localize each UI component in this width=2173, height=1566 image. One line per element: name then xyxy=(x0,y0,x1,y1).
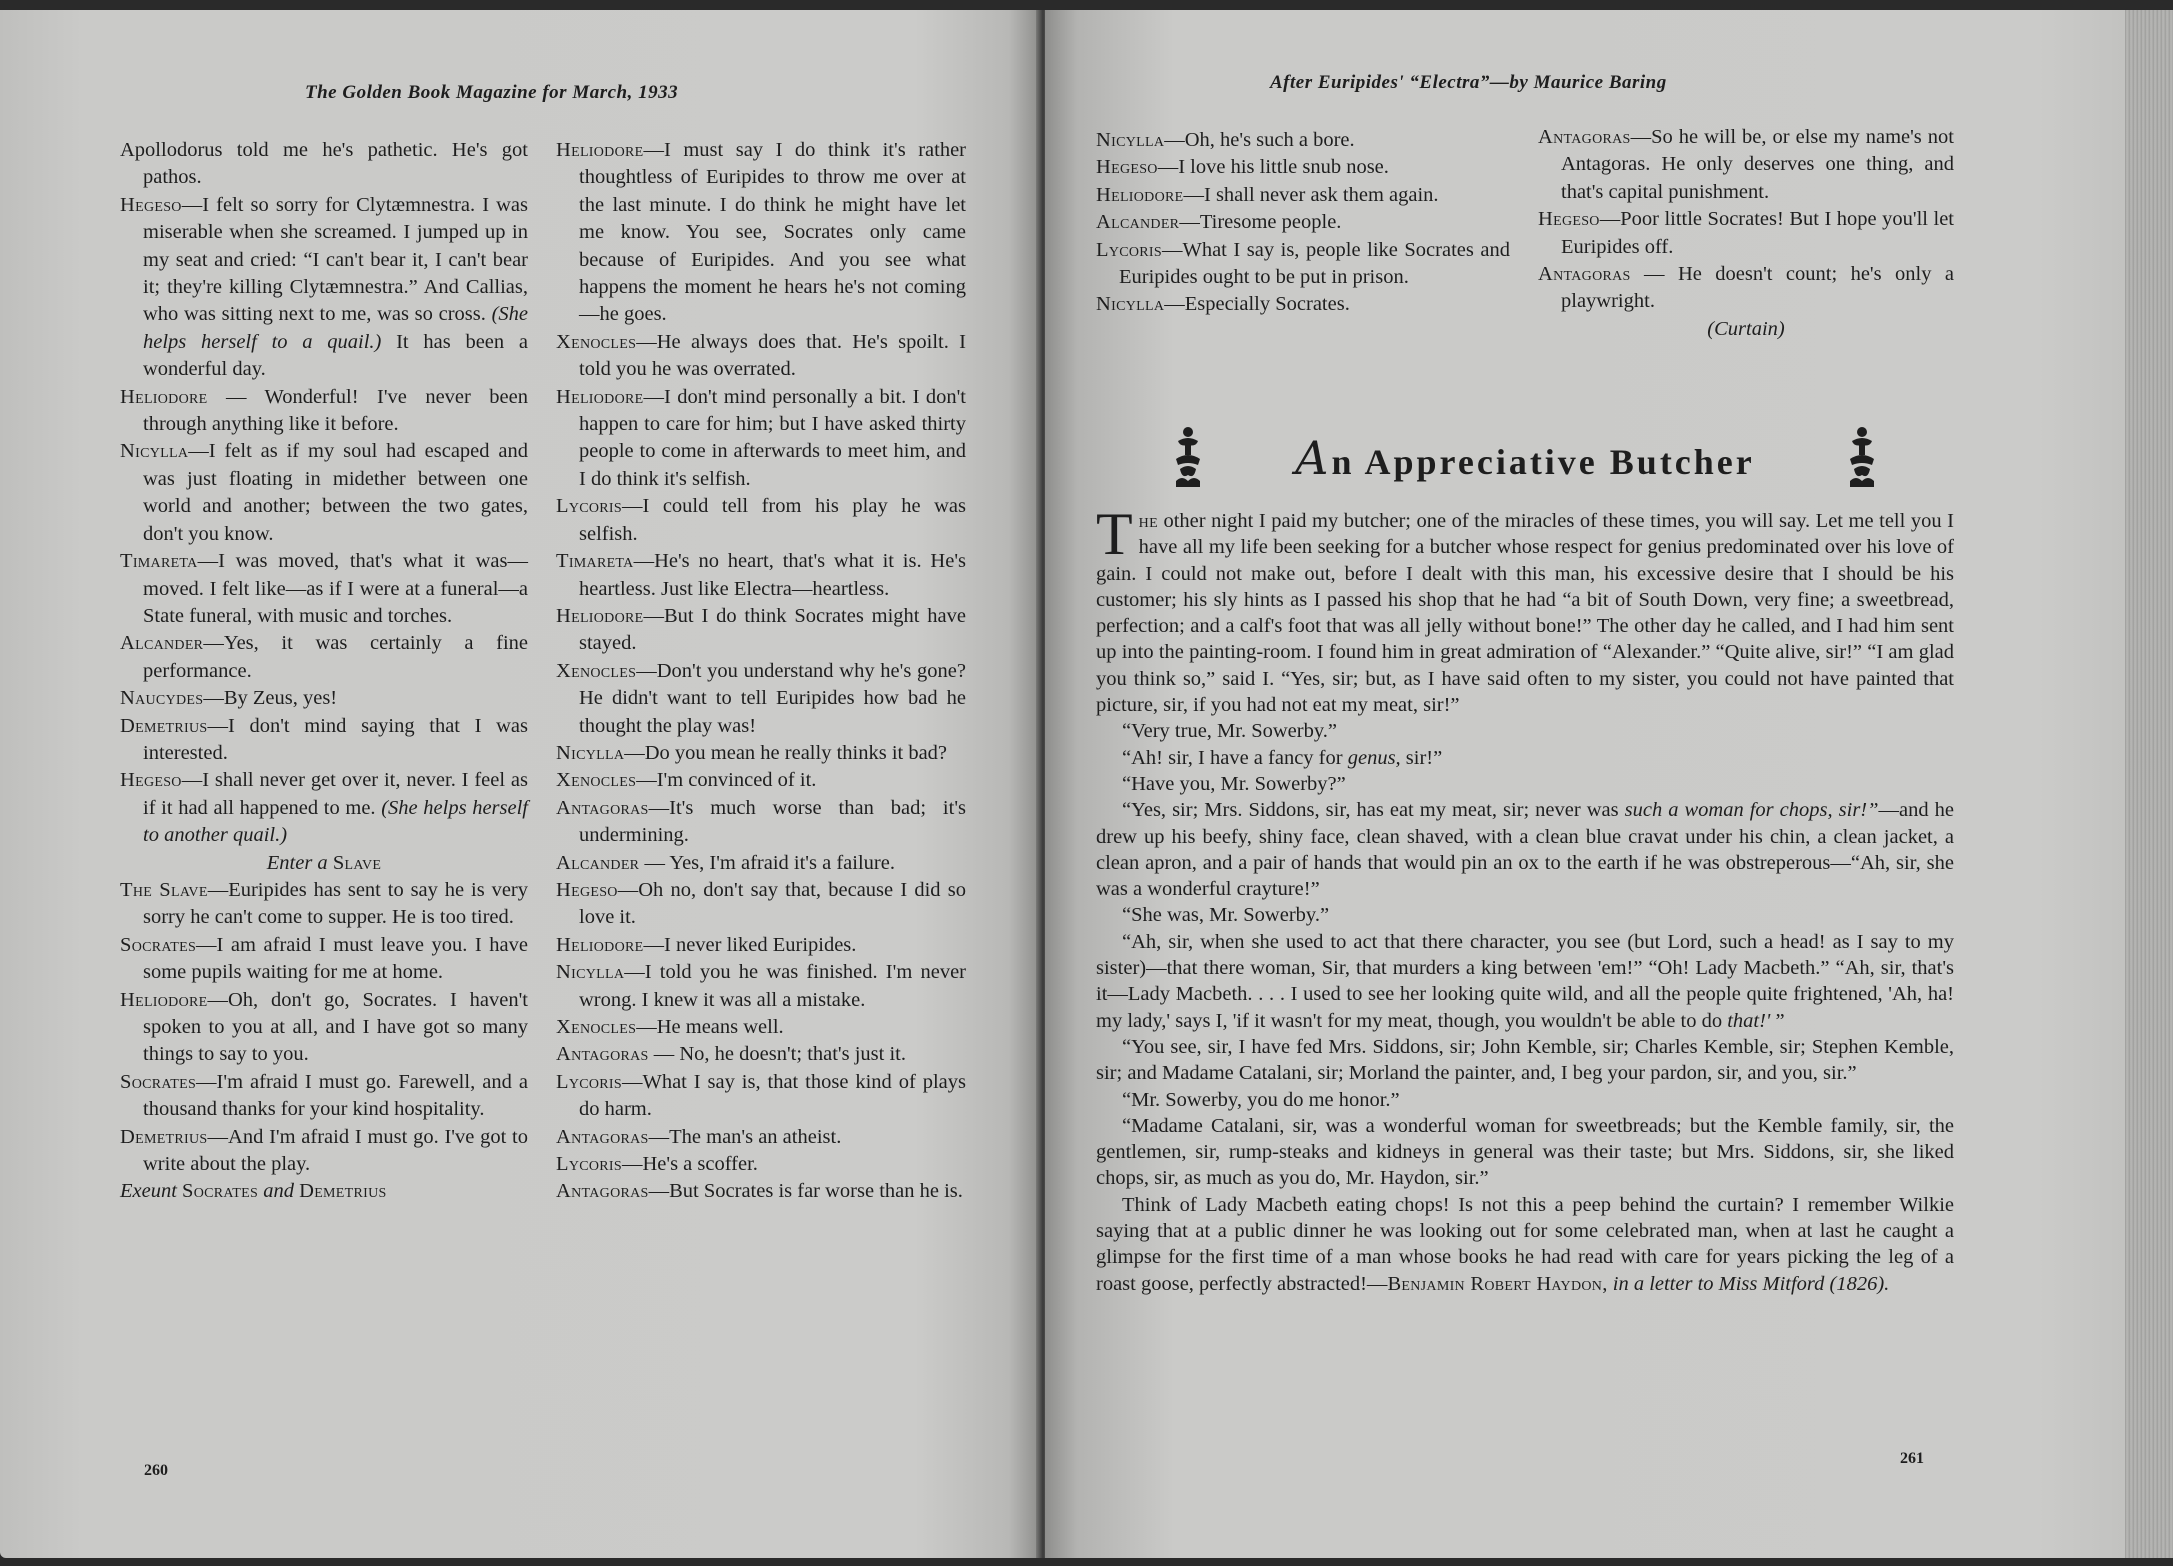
dialogue-line xyxy=(556,548,966,603)
dialogue-line xyxy=(1096,127,1510,154)
dialogue-text: —He's a scoffer. xyxy=(621,1153,758,1176)
speaker-name: Antagoras xyxy=(556,1043,649,1066)
essay-attribution-source: in a letter to Miss Mitford (1826). xyxy=(1607,1272,1890,1295)
dialogue-text: —I shall never ask them again. xyxy=(1183,183,1439,206)
essay-paragraph xyxy=(1096,929,1954,1034)
dialogue-text: —Oh, he's such a bore. xyxy=(1164,129,1355,151)
dialogue-text: —I am afraid I must leave you. I have some pupils waiting for me at home. xyxy=(143,933,528,984)
dialogue-line xyxy=(120,1124,528,1179)
speaker-name: Alcander xyxy=(120,632,204,655)
dialogue-text: —Do you mean he really thinks it bad? xyxy=(624,741,948,764)
dialogue-line xyxy=(556,1014,966,1041)
speaker-name: Hegeso xyxy=(1096,156,1158,179)
dialogue-text: —Tiresome people. xyxy=(1179,211,1342,234)
essay-paragraph: “Very true, Mr. Sowerby.” xyxy=(1122,720,1337,743)
essay-opening-smallcaps: he xyxy=(1138,510,1158,532)
dialogue-line xyxy=(120,137,528,192)
dialogue-text: —I'm convinced of it. xyxy=(636,769,817,792)
speaker-name: Timareta xyxy=(556,550,634,573)
speaker-name: Heliodore xyxy=(120,988,208,1011)
dialogue-text: — He doesn't count; he's only a playwright. xyxy=(1561,263,1954,313)
dialogue-line xyxy=(120,548,528,630)
speaker-name: Alcander xyxy=(1096,211,1180,234)
dialogue-line xyxy=(120,384,528,439)
left-page xyxy=(0,10,1040,1558)
speaker-name: Socrates xyxy=(120,933,197,956)
speaker-name: Socrates xyxy=(182,1180,259,1203)
dialogue-text: —I must say I do think it's rather thoughtless of Euripides to throw me over at the last minute. I do think he might have let me know. You see, Socrates only came because of Euripides. And you see what happens the moment he hears he's not coming—he goes. xyxy=(579,139,966,326)
dialogue-line xyxy=(1096,182,1510,209)
fleuron-ornament-right-icon xyxy=(1844,425,1880,491)
dialogue-line xyxy=(556,493,966,548)
essay-body xyxy=(1096,501,1954,1297)
dialogue-line xyxy=(1538,316,1954,343)
left-page-number: 260 xyxy=(144,1462,168,1479)
essay-text: ” xyxy=(1770,1009,1785,1032)
essay-text: “Yes, sir; Mrs. Siddons, sir, has eat my meat, sir; never was xyxy=(1122,799,1625,822)
essay-paragraph xyxy=(1096,501,1954,718)
essay-text: —and he drew up his beefy, shiny face, clean shaved, with a clean blue cravat under his chin, a clean jacket, a clean apron, and a pair of hands that would pin an ox to the earth if he was obstreperous—“Ah, sir, she was a wonderful crayture!” xyxy=(1096,799,1954,901)
dialogue-line xyxy=(556,1178,966,1205)
stage-direction: (She helps herself to another quail.) xyxy=(143,796,528,847)
dialogue-text: — Yes, I'm afraid it's a failure. xyxy=(639,851,895,874)
essay-title-row xyxy=(1150,425,1900,495)
dialogue-text: —I shall never get over it, never. I feel as if it had all happened to me. xyxy=(143,769,528,819)
speaker-name: Hegeso xyxy=(120,193,182,216)
speaker-name: Antagoras xyxy=(1538,263,1631,286)
essay-paragraph: “She was, Mr. Sowerby.” xyxy=(1122,904,1330,927)
dialogue-line xyxy=(120,685,528,712)
speaker-name: Xenocles xyxy=(556,769,637,792)
dialogue-line xyxy=(556,603,966,658)
dialogue-text: —Poor little Socrates! But I hope you'll let Euripides off. xyxy=(1561,208,1954,258)
dialogue-text: —So he will be, or else my name's not Antagoras. He only deserves one thing, and that's capital punishment. xyxy=(1561,126,1954,203)
left-column-1 xyxy=(120,137,528,1206)
dialogue-text: —Oh no, don't say that, because I did so love it. xyxy=(579,878,966,929)
dialogue-text: —What I say is, that those kind of plays do harm. xyxy=(579,1070,966,1121)
dialogue-text: —Especially Socrates. xyxy=(1164,293,1350,316)
dialogue-line xyxy=(120,713,528,768)
dialogue-text: —He's no heart, that's what it is. He's heartless. Just like Electra—heartless. xyxy=(579,550,966,600)
essay-text: other night I paid my butcher; one of the miracles of these times, you will say. Let me tell you I have all my life been seeking for a butcher whose respect for genius predominated over his love of gain. I could not make out, before I dealt with this man, his excessive desire that I should be his customer; his sly hints as I passed his shop that he had “a bit of South Down, very fine; a sweetbread, perfection; and a calf's foot that was all jelly without bone!” The other day he called, and I had him sent up into the painting-room. I found him in great admiration of “Alexander.” “Quite alive, sir!” “I am glad you think so,” said I. “Yes, sir; but, as I have said often to my sister, you could not have painted that picture, sir, if you had not eat my meat, sir!” xyxy=(1096,510,1954,717)
dialogue-line xyxy=(556,1069,966,1124)
essay-paragraph: “Have you, Mr. Sowerby?” xyxy=(1122,772,1346,795)
dialogue-line xyxy=(556,658,966,740)
essay-title-initial: A xyxy=(1295,431,1332,485)
dialogue-text: —But I do think Socrates might have stayed. xyxy=(579,604,966,655)
speaker-name: Heliodore xyxy=(120,385,208,408)
right-running-head: After Euripides' “Electra”—by Maurice Baring xyxy=(1270,72,1667,93)
stage-direction: Exeunt xyxy=(120,1180,183,1203)
dialogue-line xyxy=(1538,261,1954,316)
dialogue-text: —I don't mind personally a bit. I don't happen to care for him; but I have asked thirty people to come in afterwards to meet him, and I do think it's selfish. xyxy=(579,385,966,490)
dialogue-text: Apollodorus told me he's pathetic. He's got pathos. xyxy=(120,139,528,189)
right-column-1 xyxy=(1096,127,1510,319)
stage-direction: and xyxy=(258,1180,300,1203)
dialogue-line xyxy=(120,1178,528,1205)
speaker-name: Lycoris xyxy=(556,495,622,518)
dialogue-text: —I was moved, that's what it was—moved. I felt like—as if I were at a funeral—a State funeral, with music and torches. xyxy=(143,550,528,627)
essay-title-rest: n Appreciative Butcher xyxy=(1331,442,1755,482)
dialogue-line xyxy=(556,137,966,329)
dialogue-line xyxy=(1096,209,1510,236)
dialogue-line xyxy=(1538,124,1954,206)
speaker-name: Heliodore xyxy=(556,933,644,956)
speaker-name: Nicylla xyxy=(556,741,625,764)
dialogue-line xyxy=(120,850,528,877)
dialogue-line xyxy=(1096,154,1510,181)
speaker-name: Naucydes xyxy=(120,687,204,710)
speaker-name: Antagoras xyxy=(1538,126,1631,148)
dialogue-text: —The man's an atheist. xyxy=(648,1125,842,1148)
dialogue-line xyxy=(556,932,966,959)
speaker-name: Antagoras xyxy=(556,796,649,819)
dialogue-line xyxy=(120,987,528,1069)
essay-title xyxy=(1150,431,1900,485)
dialogue-text: —I felt so sorry for Clytæmnestra. I was miserable when she screamed. I jumped up in my seat and cried: “I can't bear it, I can't bear it; they're killing Clytæmnestra.” And Callias, who was sitting next to me, was so cross. xyxy=(143,193,528,326)
dialogue-line xyxy=(1538,206,1954,261)
speaker-name: Slave xyxy=(332,851,382,874)
dialogue-line xyxy=(556,850,966,877)
dialogue-line xyxy=(120,192,528,384)
speaker-name: Xenocles xyxy=(556,330,637,353)
speaker-name: Heliodore xyxy=(556,139,644,161)
speaker-name: Demetrius xyxy=(120,1125,208,1148)
dialogue-line xyxy=(556,1151,966,1178)
dialogue-line xyxy=(556,329,966,384)
dialogue-text: —But Socrates is far worse than he is. xyxy=(648,1180,963,1203)
dialogue-line xyxy=(120,438,528,548)
dialogue-text: — No, he doesn't; that's just it. xyxy=(648,1043,906,1066)
essay-text: Think of Lady Macbeth eating chops! Is not this a peep behind the curtain? I remember Wilkie saying that at a public dinner he was looking out for some celebrated man, when at last he caught a glimpse for the first time of a man whose books he had read with care for years picking the leg of a roast goose, perfectly abstracted!— xyxy=(1096,1193,1954,1295)
speaker-name: Alcander xyxy=(556,851,640,874)
dialogue-text: —I don't mind saying that I was interested. xyxy=(143,714,528,764)
dialogue-line xyxy=(556,877,966,932)
speaker-name: Lycoris xyxy=(556,1153,622,1176)
dialogue-text: —What I say is, people like Socrates and Euripides ought to be put in prison. xyxy=(1119,238,1510,289)
right-column-2 xyxy=(1538,124,1954,343)
dialogue-text: —It's much worse than bad; it's undermining. xyxy=(579,796,966,847)
speaker-name: Nicylla xyxy=(120,440,189,463)
dialogue-line xyxy=(120,630,528,685)
dialogue-text: —I love his little snub nose. xyxy=(1157,156,1389,179)
speaker-name: Xenocles xyxy=(556,1016,637,1038)
dialogue-text: —Yes, it was certainly a fine performance. xyxy=(143,632,528,682)
dialogue-text: —By Zeus, yes! xyxy=(203,687,338,710)
dialogue-text: —And I'm afraid I must go. I've got to write about the play. xyxy=(143,1125,528,1176)
left-column-2 xyxy=(556,137,966,1206)
dialogue-text: —Euripides has sent to say he is very sorry he can't come to supper. He is too tired. xyxy=(143,878,528,929)
speaker-name: Hegeso xyxy=(120,769,182,792)
dialogue-text: —I'm afraid I must go. Farewell, and a thousand thanks for your kind hospitality. xyxy=(143,1070,528,1121)
dialogue-line xyxy=(556,1041,966,1068)
dialogue-text: —I told you he was finished. I'm never wrong. I knew it was all a mistake. xyxy=(579,961,966,1011)
speaker-name: Antagoras xyxy=(556,1180,649,1203)
dialogue-text: — Wonderful! I've never been through anything like it before. xyxy=(143,385,528,436)
speaker-name: Demetrius xyxy=(299,1180,387,1203)
speaker-name: Antagoras xyxy=(556,1125,649,1148)
speaker-name: Hegeso xyxy=(1538,208,1600,231)
essay-paragraph xyxy=(1096,797,1954,902)
page-edges xyxy=(2125,10,2173,1558)
dialogue-text: —He always does that. He's spoilt. I told you he was overrated. xyxy=(579,330,966,381)
dialogue-text: —I never liked Euripides. xyxy=(643,933,857,956)
essay-paragraph: “You see, sir, I have fed Mrs. Siddons, sir; John Kemble, sir; Charles Kemble, sir; Stephen Kemble, sir; and Madame Catalani, sir; Morland the painter, and, I beg your pardon, sir, and you, sir.” xyxy=(1096,1035,1954,1085)
essay-paragraph xyxy=(1096,745,1954,771)
dialogue-text: —Oh, don't go, Socrates. I haven't spoken to you at all, and I have got so many things to say to you. xyxy=(143,988,528,1066)
dialogue-line xyxy=(556,767,966,794)
speaker-name: The Slave xyxy=(120,878,208,901)
essay-paragraph: “Mr. Sowerby, you do me honor.” xyxy=(1122,1088,1400,1111)
dialogue-line xyxy=(120,877,528,932)
dialogue-text: —He means well. xyxy=(636,1016,784,1038)
dialogue-line xyxy=(120,767,528,849)
stage-direction: (She helps herself to a quail.) xyxy=(143,303,528,353)
essay-paragraph xyxy=(1096,1192,1954,1297)
essay-attribution-author: Benjamin Robert Haydon, xyxy=(1387,1272,1608,1295)
essay-italic: genus, xyxy=(1347,746,1401,769)
dialogue-line xyxy=(556,740,966,767)
essay-text: sir!” xyxy=(1400,746,1443,769)
dialogue-line xyxy=(556,795,966,850)
essay-italic: that!' xyxy=(1727,1009,1771,1032)
dialogue-line xyxy=(556,959,966,1014)
speaker-name: Nicylla xyxy=(1096,293,1165,316)
speaker-name: Hegeso xyxy=(556,878,618,901)
speaker-name: Demetrius xyxy=(120,714,208,737)
essay-text: “Ah! sir, I have a fancy for xyxy=(1122,746,1348,769)
speaker-name: Lycoris xyxy=(556,1070,622,1093)
essay-italic: such a woman for chops, sir!” xyxy=(1624,799,1879,822)
dialogue-text: —I felt as if my soul had escaped and was just floating in midether between one world and another; between the two gates, don't you know. xyxy=(143,440,528,545)
stage-direction: (Curtain) xyxy=(1707,317,1785,340)
speaker-name: Heliodore xyxy=(556,385,644,408)
dialogue-line xyxy=(120,932,528,987)
dialogue-text: It has been a wonderful day. xyxy=(143,330,528,381)
speaker-name: Timareta xyxy=(120,550,198,573)
dialogue-line xyxy=(120,1069,528,1124)
speaker-name: Xenocles xyxy=(556,659,637,682)
right-page-number: 261 xyxy=(1900,1450,1924,1467)
speaker-name: Nicylla xyxy=(1096,129,1165,151)
speaker-name: Lycoris xyxy=(1096,238,1162,261)
dialogue-text: —Don't you understand why he's gone? He didn't want to tell Euripides how bad he thought the play was! xyxy=(579,659,966,737)
dialogue-line xyxy=(1096,291,1510,318)
speaker-name: Heliodore xyxy=(556,604,644,627)
dialogue-line xyxy=(1096,237,1510,292)
dialogue-line xyxy=(556,384,966,494)
drop-cap: T xyxy=(1096,501,1133,567)
dialogue-line xyxy=(556,1124,966,1151)
speaker-name: Socrates xyxy=(120,1070,197,1093)
essay-paragraph: “Madame Catalani, sir, was a wonderful woman for sweetbreads; but the Kemble family, sir, the gentlemen, sir, rump-steaks and kidneys in general was their taste; but Mrs. Siddons, sir, she liked chops, sir, as much as you do, Mr. Haydon, sir.” xyxy=(1096,1114,1954,1190)
dialogue-text: —I could tell from his play he was selfish. xyxy=(579,495,966,545)
speaker-name: Heliodore xyxy=(1096,183,1184,206)
speaker-name: Nicylla xyxy=(556,961,625,984)
essay-text: “Ah, sir, when she used to act that there character, you see (but Lord, such a head! as I say to my sister)—that there woman, Sir, that murders a king between 'em!” “Oh! Lady Macbeth.” “Ah, sir, that's it—Lady Macbeth. . . . I used to see her looking quite wild, and all the people quite frightened, 'Ah, ha! my lady,' says I, 'if it wasn't for my meat, though, you wouldn't be able to do xyxy=(1096,930,1954,1032)
stage-direction: Enter a xyxy=(266,851,333,874)
left-running-head: The Golden Book Magazine for March, 1933 xyxy=(305,82,679,103)
